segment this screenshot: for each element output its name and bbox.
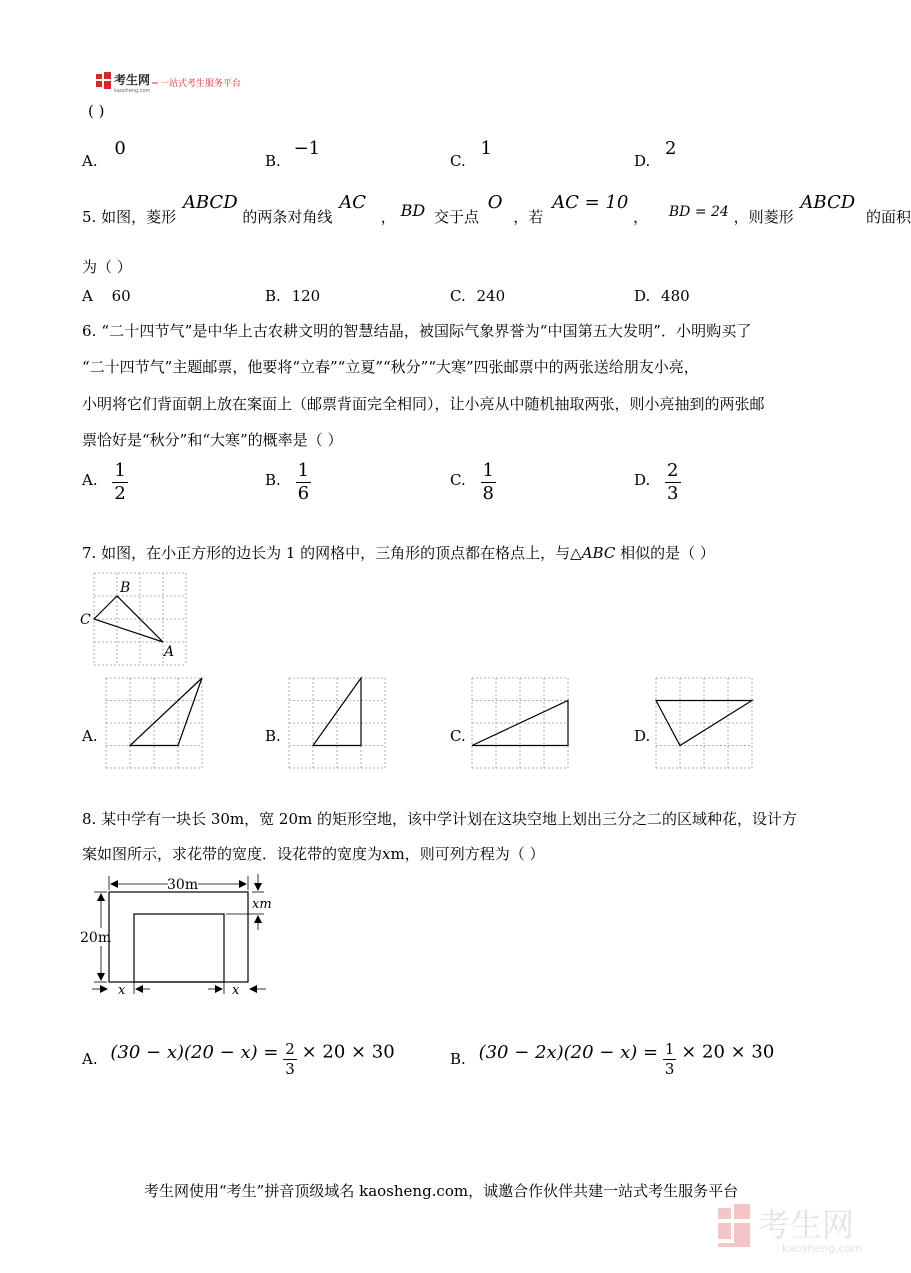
- svg-text:kaosheng.com: kaosheng.com: [114, 88, 151, 94]
- fraction-denominator: 3: [664, 1060, 675, 1078]
- fraction-numerator: 2: [667, 460, 679, 481]
- watermark-logo: [714, 1200, 884, 1258]
- q5-text: ，: [633, 208, 649, 226]
- option-label: B.: [265, 152, 281, 170]
- option-value: 60: [111, 287, 131, 305]
- option-label: C.: [450, 470, 466, 489]
- q7-option-b-figure: [287, 676, 387, 770]
- q4-option-d[interactable]: [634, 138, 677, 170]
- fraction-denominator: 3: [285, 1060, 295, 1078]
- q5-math: ABCD: [182, 192, 238, 213]
- fraction-denominator: 8: [482, 483, 494, 504]
- watermark-sub: kaosheng.com: [782, 1242, 863, 1255]
- vertex-label-c: C: [80, 612, 91, 628]
- q8-option-a[interactable]: [82, 1036, 395, 1078]
- length-label: 30m: [167, 877, 199, 893]
- svg-text:考生网: 考生网: [114, 73, 151, 87]
- option-fraction: [481, 462, 496, 503]
- option-label: B.: [265, 727, 281, 745]
- q5-text: ，: [380, 208, 396, 226]
- option-value: 0: [114, 138, 126, 159]
- option-value: −1: [293, 138, 321, 159]
- q5-option-b[interactable]: [265, 287, 320, 305]
- option-fraction: [665, 462, 680, 503]
- equation-lhs: (30 − x)(20 − x) =: [110, 1041, 279, 1063]
- q5-line2: 为（ ）: [82, 258, 132, 276]
- option-label: B.: [265, 287, 281, 305]
- fraction-numerator: 1: [114, 460, 126, 481]
- fraction-denominator: 6: [297, 483, 310, 504]
- option-label: A.: [82, 470, 98, 489]
- fraction-numerator: 2: [285, 1040, 295, 1058]
- q8-figure: [78, 868, 278, 998]
- option-label: C.: [450, 152, 466, 170]
- q4-cont: ( ): [88, 102, 105, 120]
- fraction-denominator: 3: [667, 483, 679, 504]
- q6-line2: “二十四节气”主题邮票，他要将“立春”“立夏”“秋分”“大寒”四张邮票中的两张送给朋友小亮，: [82, 358, 699, 376]
- q8-line2: [82, 843, 544, 864]
- option-label: D.: [634, 152, 651, 170]
- option-label: C.: [450, 287, 466, 305]
- footer-text: 考生网使用“考生”拼音顶级域名 kaosheng.com，诚邀合作伙伴共建一站式考生服务平台: [144, 1182, 739, 1200]
- q7-math: ABC: [581, 544, 616, 562]
- q6-line4: 票恰好是“秋分”和“大寒”的概率是（ ）: [82, 431, 343, 449]
- option-label: A.: [82, 727, 98, 745]
- xm-label: xm: [252, 897, 272, 912]
- q5-math: ABCD: [800, 192, 856, 213]
- option-label: A: [82, 287, 93, 305]
- option-label: D.: [634, 470, 651, 489]
- logo-mark-icon: [94, 70, 264, 94]
- q4-option-a[interactable]: [82, 138, 126, 170]
- option-label: A.: [82, 1049, 98, 1068]
- fraction-denominator: 2: [114, 483, 126, 504]
- q8-math: x: [382, 845, 391, 863]
- q8-line1: 8. 某中学有一块长 30m，宽 20m 的矩形空地，该中学计划在这块空地上划出三分之二的区域种花，设计方: [82, 810, 798, 828]
- q5-text: ，若: [513, 208, 544, 226]
- option-label: B.: [265, 470, 281, 489]
- width-label: 20m: [80, 930, 112, 946]
- option-label: A.: [82, 152, 98, 170]
- q7-option-c-figure: [470, 676, 570, 770]
- vertex-label-a: A: [164, 644, 175, 660]
- q5-option-c[interactable]: [450, 287, 505, 305]
- option-label: B.: [450, 1049, 466, 1068]
- q5-math: BD: [400, 201, 426, 220]
- equation-fraction: [283, 1042, 297, 1077]
- q6-option-a[interactable]: [82, 462, 128, 503]
- fraction-numerator: 1: [482, 460, 494, 481]
- q8-text: 案如图所示，求花带的宽度．设花带的宽度为: [82, 845, 383, 863]
- q6-option-c[interactable]: [450, 462, 496, 503]
- header-logo: [94, 70, 264, 98]
- option-value: 480: [661, 287, 690, 305]
- q7-text: 7. 如图，在小正方形的边长为 1 的网格中，三角形的顶点都在格点上，与△: [82, 544, 582, 562]
- q6-line3: 小明将它们背面朝上放在案面上（邮票背面完全相同），让小亮从中随机抽取两张，则小亮抽到的两张邮: [82, 395, 765, 413]
- q4-option-b[interactable]: [265, 138, 321, 170]
- q8-option-b[interactable]: [450, 1036, 775, 1078]
- option-fraction: [296, 462, 311, 503]
- q5-option-a[interactable]: [82, 287, 131, 305]
- q6-option-b[interactable]: [265, 462, 311, 503]
- watermark-text: 考生网: [758, 1206, 855, 1244]
- q5-math: BD = 24: [668, 204, 729, 220]
- q5-math: AC = 10: [552, 192, 629, 213]
- equation-rhs: × 20 × 30: [301, 1041, 395, 1063]
- q8-text: m，则可列方程为（ ）: [390, 845, 545, 863]
- q5-text: 交于点: [433, 208, 479, 226]
- equation-rhs: × 20 × 30: [681, 1041, 775, 1063]
- q5-math: O: [487, 192, 503, 213]
- q5-math: AC: [339, 192, 366, 213]
- triangle-abc: [94, 596, 163, 642]
- option-label: D.: [634, 287, 651, 305]
- q5-text: 5. 如图，菱形: [82, 208, 177, 226]
- q4-option-c[interactable]: [450, 138, 492, 170]
- q5-text: ，则菱形: [733, 208, 794, 226]
- fraction-numerator: 1: [297, 460, 310, 481]
- option-label: C.: [450, 727, 466, 745]
- q7-text: 相似的是（ ）: [615, 544, 715, 562]
- fraction-numerator: 1: [664, 1040, 675, 1058]
- equation-lhs: (30 − 2x)(20 − x) =: [478, 1041, 659, 1063]
- q6-line1: 6. “二十四节气”是中华上古农耕文明的智慧结晶，被国际气象界誉为“中国第五大发明”．小明购买了: [82, 322, 752, 340]
- q5-option-d[interactable]: [634, 287, 690, 305]
- option-value: 120: [291, 287, 321, 305]
- q7-stem: [82, 542, 715, 563]
- q5-text: 的面积: [865, 208, 911, 226]
- q7-option-a-figure: [104, 676, 204, 770]
- option-value: 2: [665, 138, 677, 159]
- q5-text: 的两条对角线: [242, 208, 333, 226]
- q5-stem: [82, 192, 911, 226]
- svg-text:一站式考生服务平台: 一站式考生服务平台: [160, 79, 242, 89]
- option-label: D.: [634, 727, 651, 745]
- x-label-left: x: [118, 983, 126, 998]
- vertex-label-b: B: [120, 580, 131, 596]
- option-value: 1: [480, 138, 492, 159]
- equation-fraction: [663, 1042, 677, 1077]
- q7-option-d-figure: [654, 676, 754, 770]
- q7-main-figure: [76, 568, 196, 668]
- option-value: 240: [476, 287, 506, 305]
- q6-option-d[interactable]: [634, 462, 681, 503]
- option-fraction: [112, 462, 127, 503]
- x-label-right: x: [232, 983, 240, 998]
